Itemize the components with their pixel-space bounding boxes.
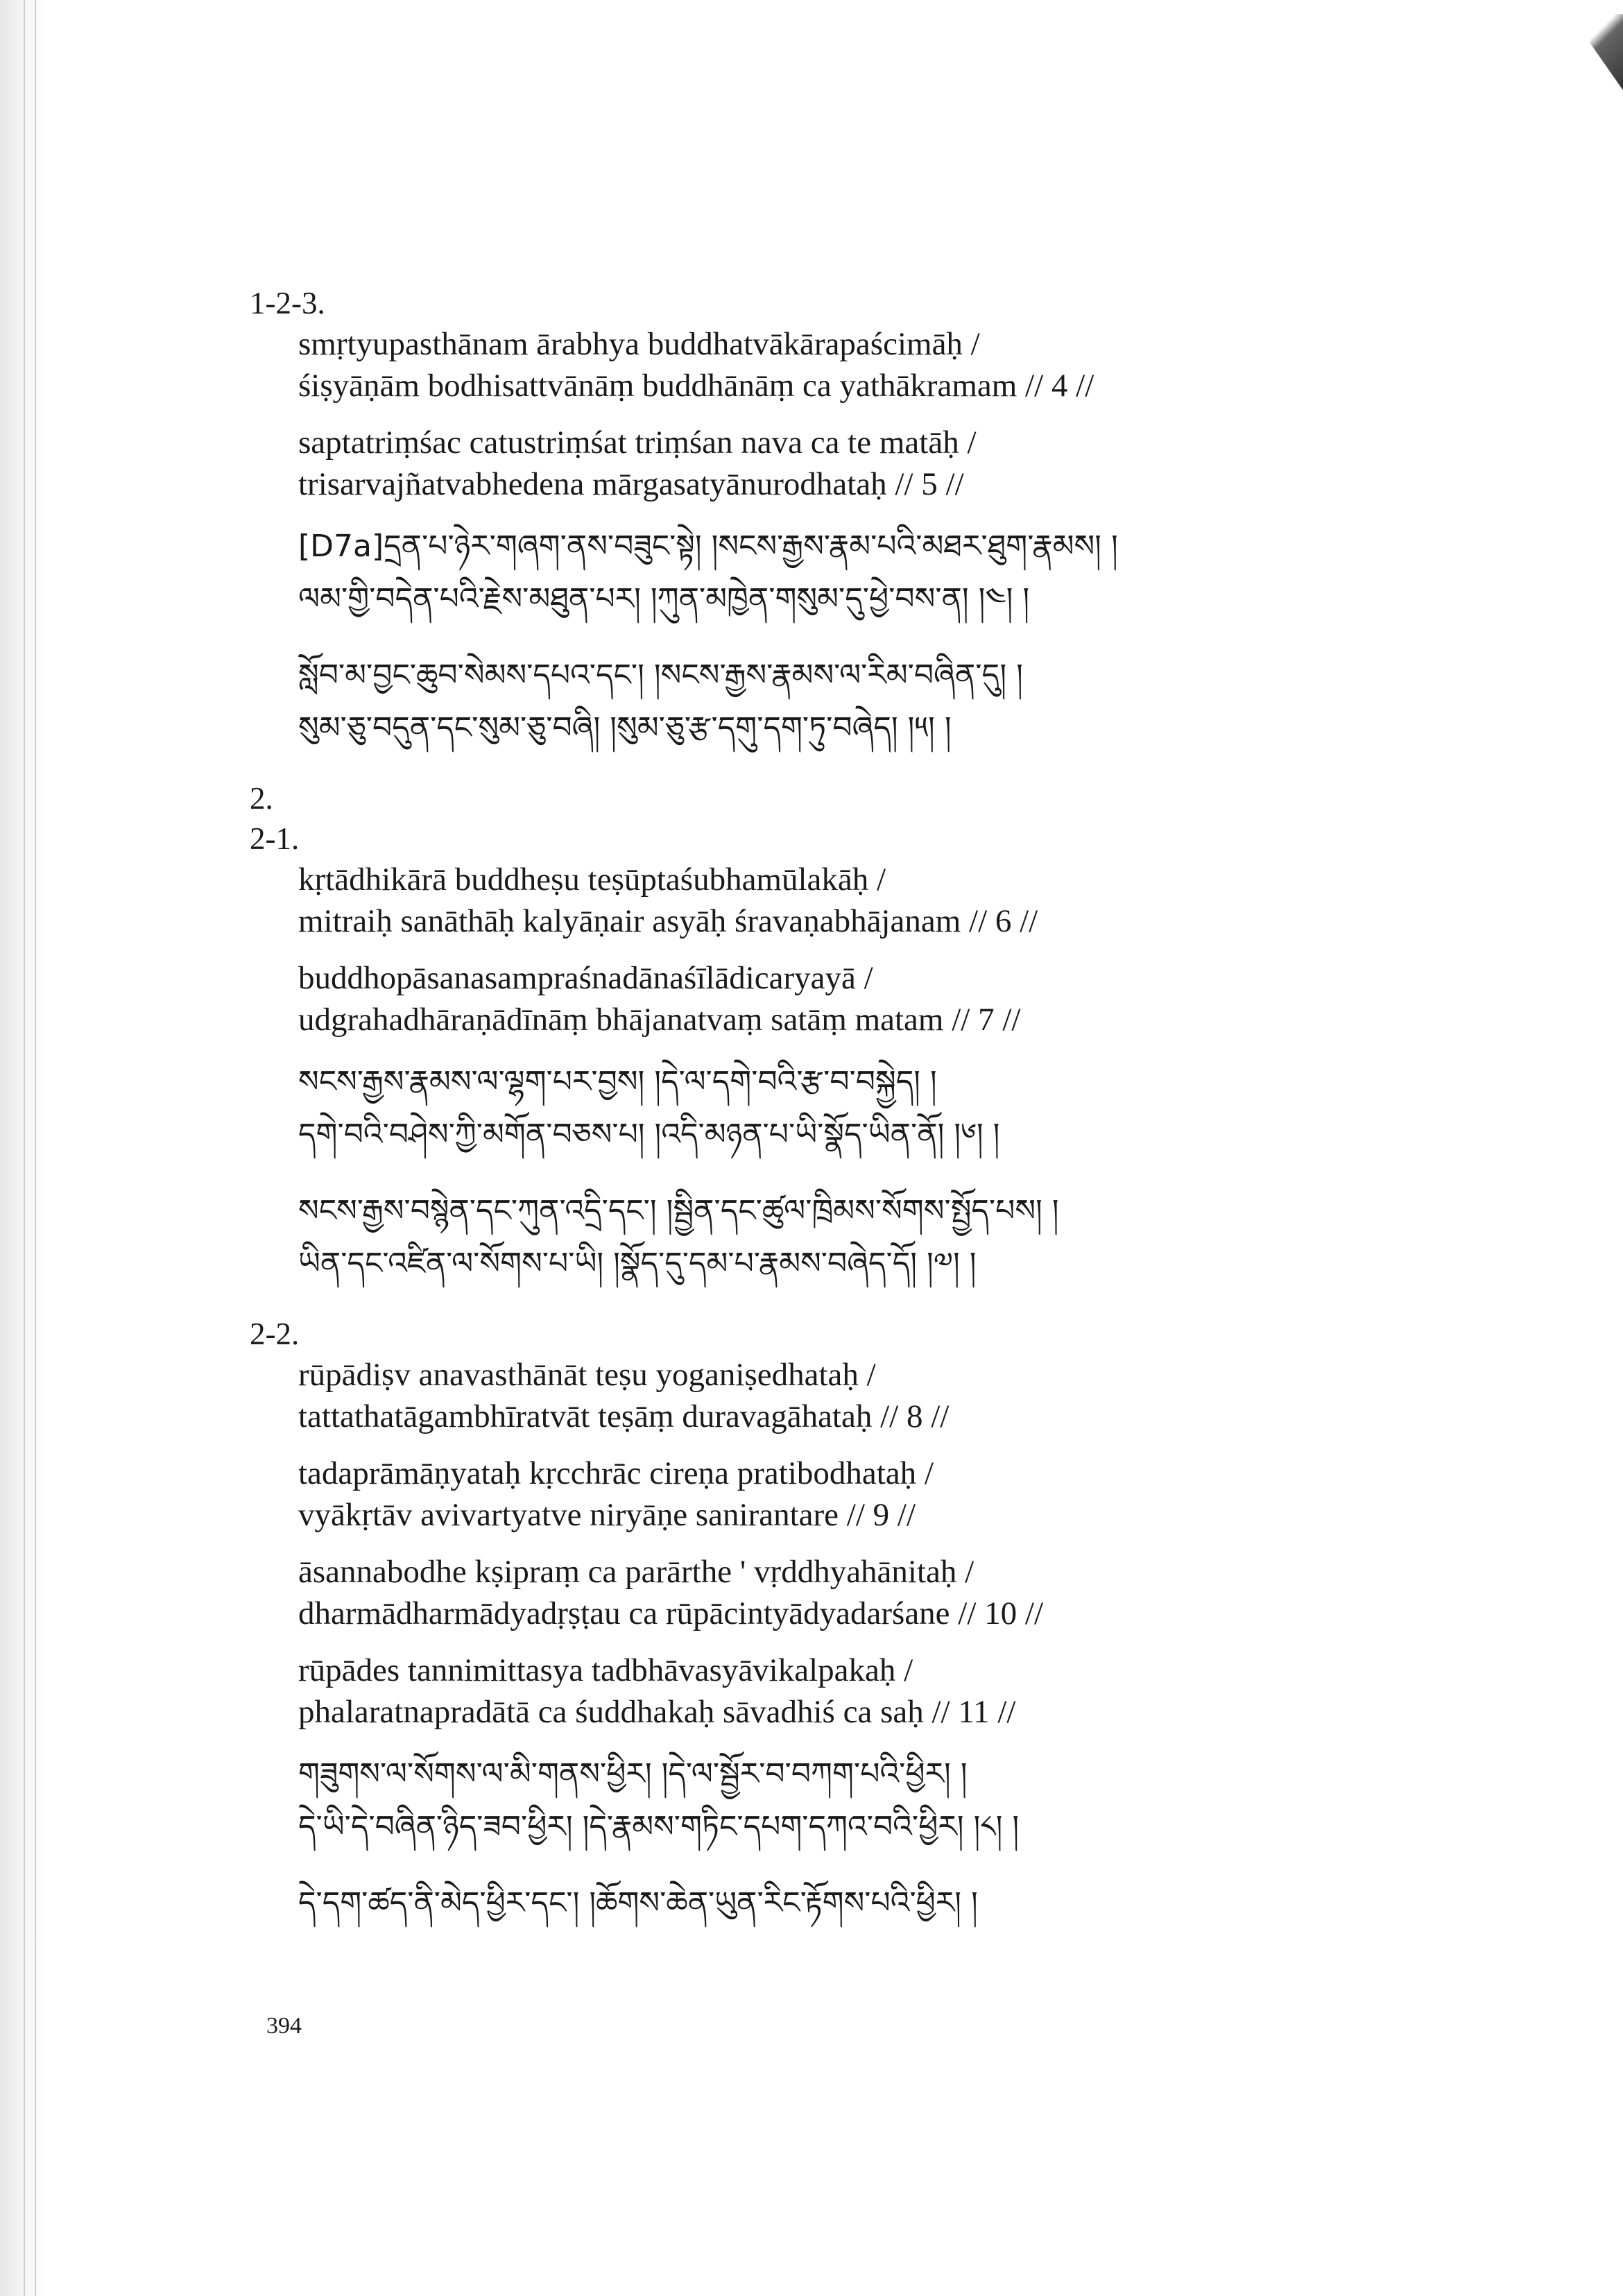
sanskrit-verse <box>298 422 1512 505</box>
sanskrit-line: tadaprāmāṇyataḥ kṛcchrāc cireṇa pratibodhataḥ / <box>298 1455 934 1491</box>
tibetan-line: དེ་ཡི་དེ་བཞིན་ཉིད་ཟབ་ཕྱིར། །དེ་རྣམས་གཏིང་དཔག་དཀའ་བའི་ཕྱིར། །༨། ། <box>298 1809 1020 1844</box>
sanskrit-line: rūpādiṣv anavasthānāt teṣu yoganiṣedhataḥ / <box>298 1357 876 1393</box>
sanskrit-verse <box>298 859 1512 942</box>
tibetan-line: [D7a]དྲན་པ་ཉེར་གཞག་ནས་བཟུང་སྟེ། །སངས་རྒྱས་རྣམ་པའི་མཐར་ཐུག་རྣམས། ། <box>298 529 1118 564</box>
sanskrit-line: trisarvajñatvabhedena mārgasatyānurodhataḥ // 5 // <box>298 466 964 502</box>
sanskrit-line: śiṣyāṇām bodhisattvānāṃ buddhānāṃ ca yathākramam // 4 // <box>298 368 1094 404</box>
tibetan-line: སུམ་ཅུ་བདུན་དང་སུམ་ཅུ་བཞི། །སུམ་ཅུ་རྩ་དགུ་དག་ཏུ་བཞེད། །༥། ། <box>298 710 952 746</box>
sanskrit-verse <box>298 957 1512 1040</box>
section-heading: 1-2-3. <box>250 286 325 320</box>
binding-line <box>24 0 25 2296</box>
tibetan-verse <box>298 1748 1512 1853</box>
sanskrit-line: mitraiḥ sanāthāḥ kalyāṇair asyāḥ śravaṇabhājanam // 6 // <box>298 903 1038 939</box>
section-heading: 2-2. <box>250 1317 300 1351</box>
tibetan-verse <box>298 1056 1512 1161</box>
tibetan-line: ཡིན་དང་འཛིན་ལ་སོགས་པ་ཡི། །སྣོད་དུ་དམ་པ་རྣམས་བཞེད་དོ། །༧། ། <box>298 1246 977 1281</box>
tibetan-line: ལམ་གྱི་བདེན་པའི་རྗེས་མཐུན་པར། །ཀུན་མཁྱེན་གསུམ་དུ་ཕྱེ་བས་ན། །༤། ། <box>298 581 1030 617</box>
section-heading: 2. <box>250 781 273 816</box>
sanskrit-verse <box>298 1354 1512 1437</box>
sanskrit-line: smṛtyupasthānam ārabhya buddhatvākārapaścimāḥ / <box>298 326 980 362</box>
page-number: 394 <box>266 2013 302 2039</box>
tibetan-verse <box>298 520 1512 626</box>
tibetan-line: དགེ་བའི་བཤེས་ཀྱི་མགོན་བཅས་པ། །འདི་མཉན་པ་ཡི་སྣོད་ཡིན་ནོ། །༦། ། <box>298 1117 1000 1152</box>
page-content <box>250 283 1512 1953</box>
sanskrit-line: udgrahadhāraṇādīnāṃ bhājanatvaṃ satāṃ matam // 7 // <box>298 1002 1021 1038</box>
section-heading: 2-1. <box>250 821 300 856</box>
sanskrit-line: buddhopāsanasampraśnadānaśīlādicaryayā / <box>298 960 873 996</box>
sanskrit-verse <box>298 323 1512 406</box>
tibetan-line: སློབ་མ་བྱང་ཆུབ་སེམས་དཔའ་དང་། །སངས་རྒྱས་རྣམས་ལ་རིམ་བཞིན་དུ། ། <box>298 658 1023 693</box>
sanskrit-line: tattathatāgambhīratvāt teṣāṃ duravagāhataḥ // 8 // <box>298 1398 950 1434</box>
tibetan-line: སངས་རྒྱས་རྣམས་ལ་ལྷག་པར་བྱས། །དེ་ལ་དགེ་བའི་རྩ་བ་བསྐྱེད། ། <box>298 1064 937 1099</box>
sanskrit-line: phalaratnapradātā ca śuddhakaḥ sāvadhiś ca saḥ // 11 // <box>298 1694 1016 1730</box>
sanskrit-verse <box>298 1453 1512 1536</box>
binding-line <box>35 0 36 2296</box>
sanskrit-line: dharmādharmādyadṛṣṭau ca rūpācintyādyadarśane // 10 // <box>298 1595 1044 1631</box>
sanskrit-line: kṛtādhikārā buddheṣu teṣūptaśubhamūlakāḥ / <box>298 862 886 898</box>
tibetan-verse <box>298 1877 1512 1930</box>
sanskrit-line: saptatriṃśac catustriṃśat triṃśan nava ca te matāḥ / <box>298 425 977 461</box>
tibetan-verse <box>298 649 1512 755</box>
sanskrit-line: āsannabodhe kṣipraṃ ca parārthe ' vṛddhyahānitaḥ / <box>298 1554 974 1590</box>
sanskrit-line: vyākṛtāv avivartyatve niryāṇe sanirantare // 9 // <box>298 1497 916 1533</box>
tibetan-line: སངས་རྒྱས་བསྙེན་དང་ཀུན་འདྲི་དང་། །སྦྱིན་དང་ཚུལ་ཁྲིམས་སོགས་སྤྱོད་པས། ། <box>298 1193 1059 1228</box>
sanskrit-line: rūpādes tannimittasya tadbhāvasyāvikalpakaḥ / <box>298 1652 913 1688</box>
sanskrit-verse <box>298 1650 1512 1733</box>
tibetan-line: དེ་དག་ཚད་ནི་མེད་ཕྱིར་དང་། །ཆོགས་ཆེན་ཡུན་རིང་རྟོགས་པའི་ཕྱིར། ། <box>298 1885 978 1921</box>
tibetan-verse <box>298 1185 1512 1290</box>
sanskrit-verse <box>298 1551 1512 1634</box>
page-corner-fold <box>1547 14 1623 90</box>
tibetan-line: གཟུགས་ལ་སོགས་ལ་མི་གནས་ཕྱིར། །དེ་ལ་སྦྱོར་བ་བཀག་པའི་ཕྱིར། ། <box>298 1756 968 1792</box>
